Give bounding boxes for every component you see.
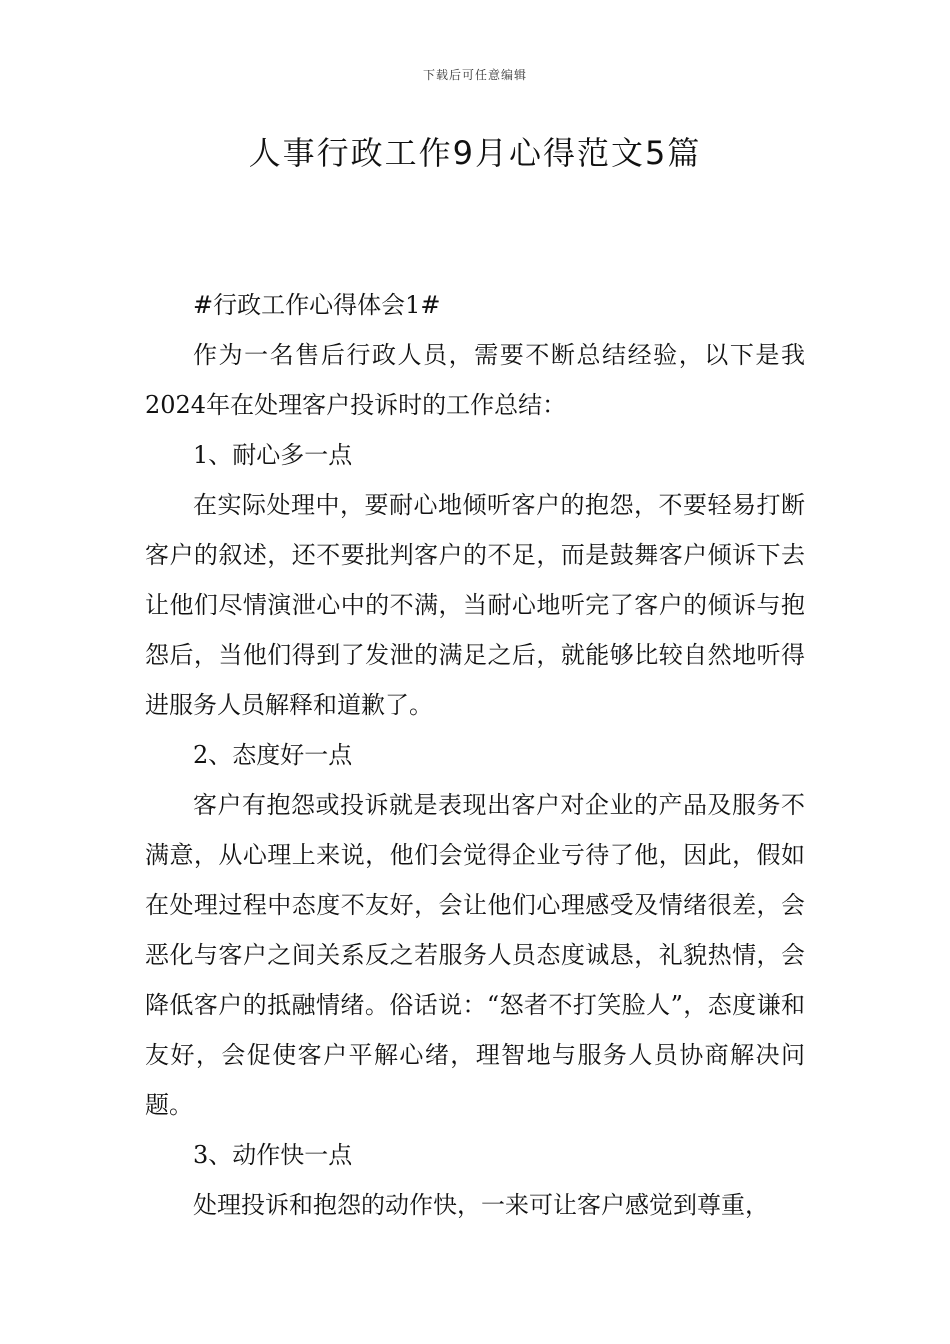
section-heading: 2、态度好一点 [193,741,353,769]
paragraph: 在实际处理中，要耐心地倾听客户的抱怨，不要轻易打断客户的叙述，还不要批判客户的不足，而是鼓舞客户倾诉下去让他们尽情演泄心中的不满，当耐心地听完了客户的倾诉与抱怨后，当他们得到了发泄的满足之后，就能够比较自然地听得进服务人员解释和道歉了。 [145,491,805,719]
document-title: 人事行政工作9月心得范文5篇 [248,134,702,172]
header-note: 下载后可任意编辑 [422,68,527,82]
paragraph: 客户有抱怨或投诉就是表现出客户对企业的产品及服务不满意，从心理上来说，他们会觉得企业亏待了他，因此，假如在处理过程中态度不友好，会让他们心理感受及情绪很差，会恶化与客户之间关系反之若服务人员态度诚恳，礼貌热情，会降低客户的抵融情绪。俗话说：“怒者不打笑脸人”，态度谦和友好，会促使客户平解心绪，理智地与服务人员协商解决问题。 [145,791,805,1119]
paragraph: 作为一名售后行政人员，需要不断总结经验，以下是我2024年在处理客户投诉时的工作总结： [145,341,805,419]
section-heading: 1、耐心多一点 [193,441,353,469]
document-body [145,280,805,1230]
paragraph: 处理投诉和抱怨的动作快，一来可让客户感觉到尊重， [193,1191,769,1219]
section-heading: #行政工作心得体会1# [193,291,441,319]
section-heading: 3、动作快一点 [193,1141,353,1169]
